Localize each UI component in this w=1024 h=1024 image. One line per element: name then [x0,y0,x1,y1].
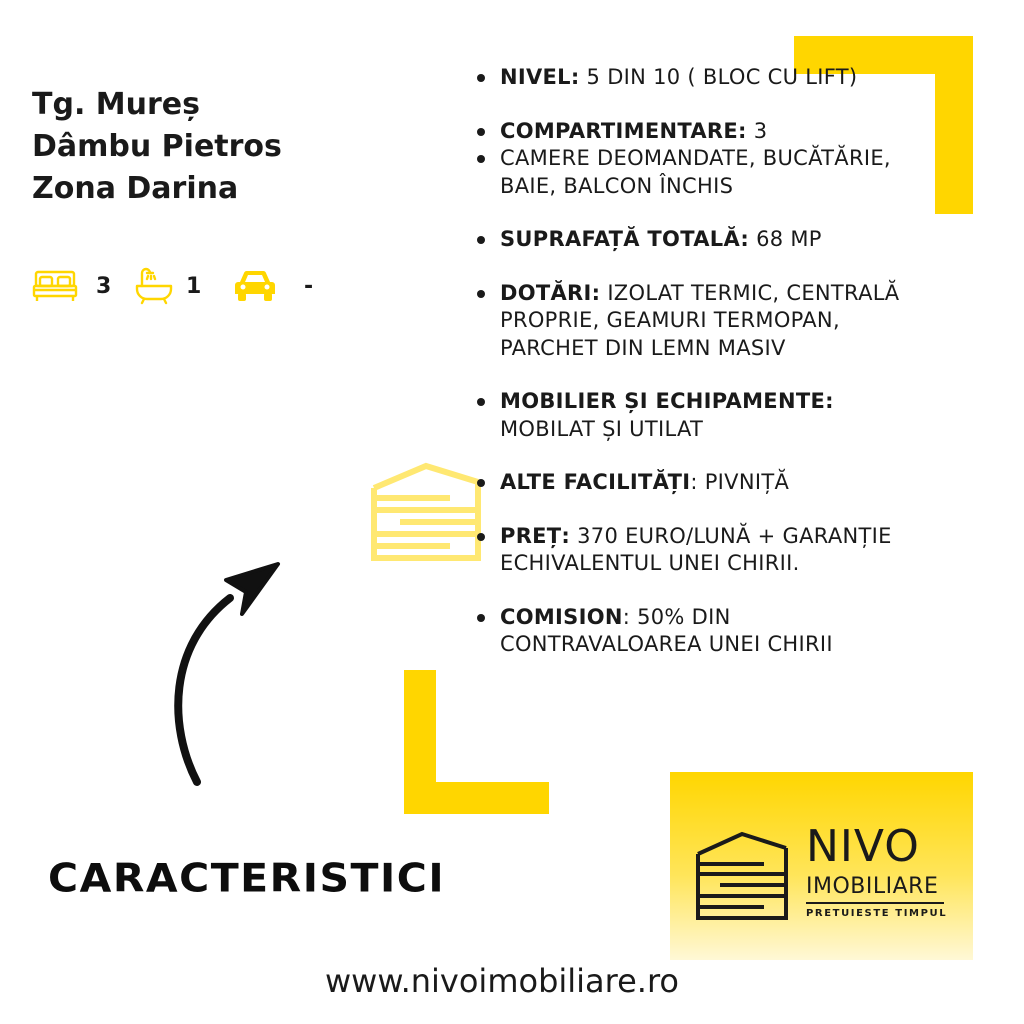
car-icon [232,268,278,304]
feature-dotari: DOTĂRI: IZOLAT TERMIC, CENTRALĂ PROPRIE, GEAMURI TERMOPAN, PARCHET DIN LEMN MASIV [473,280,933,363]
section-heading: CARACTERISTICI [48,855,446,901]
feature-suprafata: SUPRAFAȚĂ TOTALĂ: 68 MP [473,226,933,254]
location-district: Dâmbu Pietros [32,129,282,164]
parking-value: - [304,273,314,299]
feature-alte-facilitati: ALTE FACILITĂȚI: PIVNIȚĂ [473,469,933,497]
feature-camere: CAMERE DEOMANDATE, BUCĂTĂRIE, BAIE, BALCON ÎNCHIS [473,145,933,200]
curved-arrow-icon [168,556,292,788]
location-block [32,84,282,210]
amenity-bedrooms [32,266,111,306]
location-city: Tg. Mureș [32,87,200,122]
logo-subtitle: IMOBILIARE [806,874,939,899]
amenity-bathrooms [134,266,201,306]
bathrooms-count: 1 [186,273,202,299]
feature-nivel: NIVEL: 5 DIN 10 ( BLOC CU LIFT) [473,64,933,92]
features-list [473,64,933,659]
website-link[interactable]: www.nivoimobiliare.ro [324,962,679,1000]
location-zone: Zona Darina [32,171,239,206]
logo-name: NIVO [806,821,920,872]
bathtub-icon [134,266,174,306]
logo-divider [806,902,944,904]
bed-icon [32,269,78,303]
corner-bracket-bottom [404,782,549,814]
corner-bracket-top-side [935,36,973,214]
feature-compartimentare: COMPARTIMENTARE: 3 [473,118,933,146]
bedrooms-count: 3 [96,273,112,299]
feature-pret: PREȚ: 370 EURO/LUNĂ + GARANȚIE ECHIVALENTUL UNEI CHIRII. [473,523,933,578]
nivo-logo-icon [694,828,790,922]
watermark-logo-icon [370,458,482,566]
feature-mobilier: MOBILIER ȘI ECHIPAMENTE: MOBILAT ȘI UTILAT [473,388,933,443]
logo-tagline: PRETUIESTE TIMPUL [806,908,948,919]
feature-comision: COMISION: 50% DIN CONTRAVALOAREA UNEI CHIRII [473,604,933,659]
amenity-parking [232,266,313,306]
